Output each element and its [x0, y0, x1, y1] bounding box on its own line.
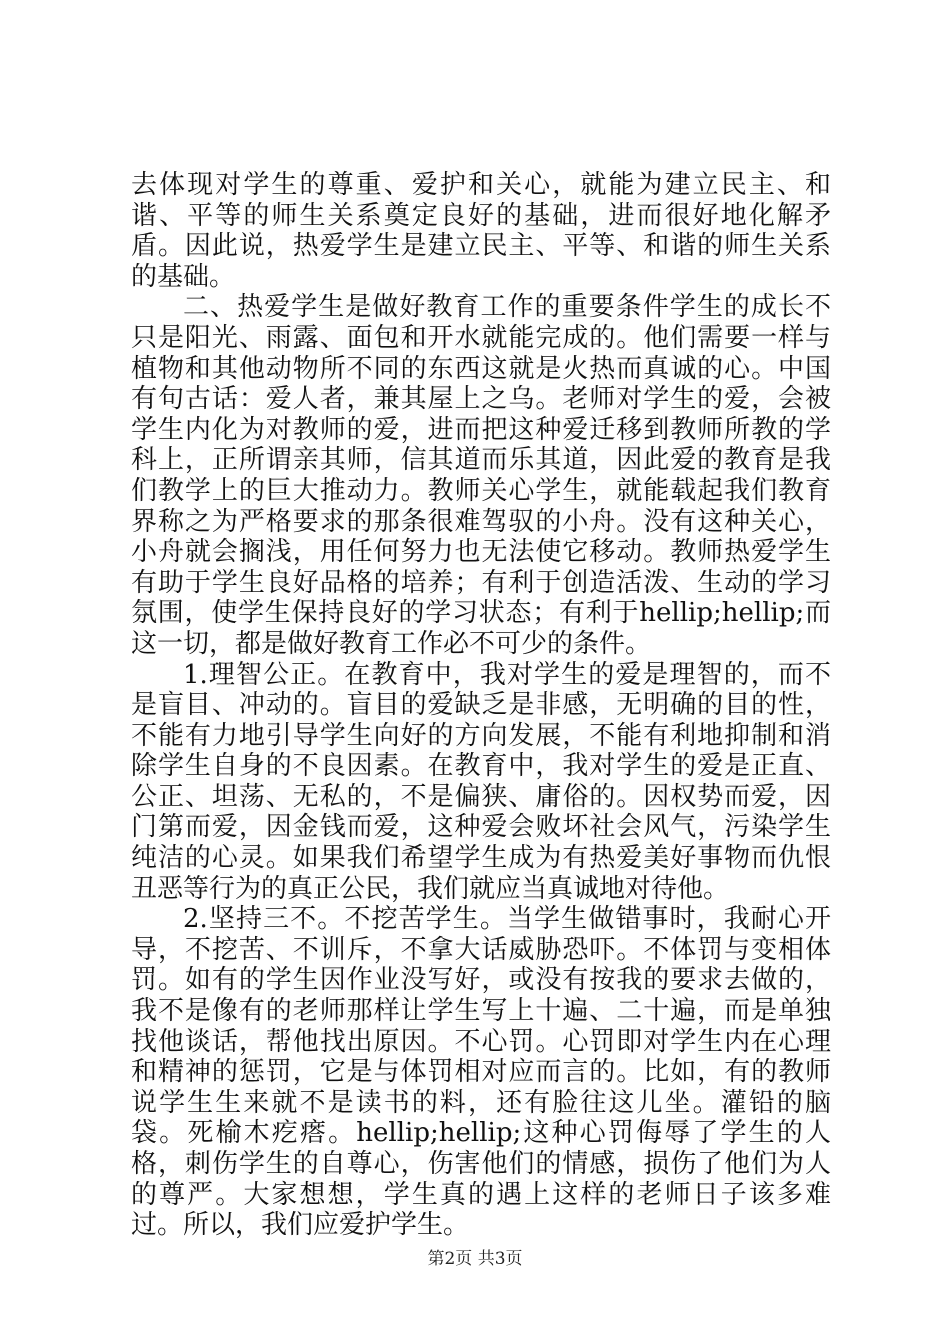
- page-number-footer: 第2页 共3页: [427, 1249, 523, 1269]
- document-body: [131, 170, 831, 1241]
- paragraph-intro: 去体现对学生的尊重、爱护和关心，就能为建立民主、和谐、平等的师生关系奠定良好的基础，进而很好地化解矛盾。因此说，热爱学生是建立民主、平等、和谐的师生关系的基础。: [131, 170, 831, 292]
- paragraph-point-two: 2.坚持三不。不挖苦学生。当学生做错事时，我耐心开导，不挖苦、不训斥，不拿大话威胁恐吓。不体罚与变相体罚。如有的学生因作业没写好，或没有按我的要求去做的，我不是像有的老师那样让学生写上十遍、二十遍，而是单独找他谈话，帮他找出原因。不心罚。心罚即对学生内在心理和精神的惩罚，它是与体罚相对应而言的。比如，有的教师说学生生来就不是读书的料，还有脸往这儿坐。灌铅的脑袋。死榆木疙瘩。hellip;hellip;这种心罚侮辱了学生的人格，刺伤学生的自尊心，伤害他们的情感，损伤了他们为人的尊严。大家想想，学生真的遇上这样的老师日子该多难过。所以，我们应爱护学生。: [131, 904, 831, 1241]
- paragraph-point-one: 1.理智公正。在教育中，我对学生的爱是理智的，而不是盲目、冲动的。盲目的爱缺乏是非感，无明确的目的性，不能有力地引导学生向好的方向发展，不能有利地抑制和消除学生自身的不良因素。在教育中，我对学生的爱是正直、公正、坦荡、无私的，不是偏狭、庸俗的。因权势而爱，因门第而爱，因金钱而爱，这种爱会败坏社会风气，污染学生纯洁的心灵。如果我们希望学生成为有热爱美好事物而仇恨丑恶等行为的真正公民，我们就应当真诚地对待他。: [131, 659, 831, 904]
- paragraph-section-two: 二、热爱学生是做好教育工作的重要条件学生的成长不只是阳光、雨露、面包和开水就能完成的。他们需要一样与植物和其他动物所不同的东西这就是火热而真诚的心。中国有句古话：爱人者，兼其屋上之乌。老师对学生的爱，会被学生内化为对教师的爱，进而把这种爱迁移到教师所教的学科上，正所谓亲其师，信其道而乐其道，因此爱的教育是我们教学上的巨大推动力。教师关心学生，就能载起我们教育界称之为严格要求的那条很难驾驭的小舟。没有这种关心，小舟就会搁浅，用任何努力也无法使它移动。教师热爱学生有助于学生良好品格的培养；有利于创造活泼、生动的学习氛围，使学生保持良好的学习状态；有利于hellip;hellip;而这一切，都是做好教育工作必不可少的条件。: [131, 292, 831, 659]
